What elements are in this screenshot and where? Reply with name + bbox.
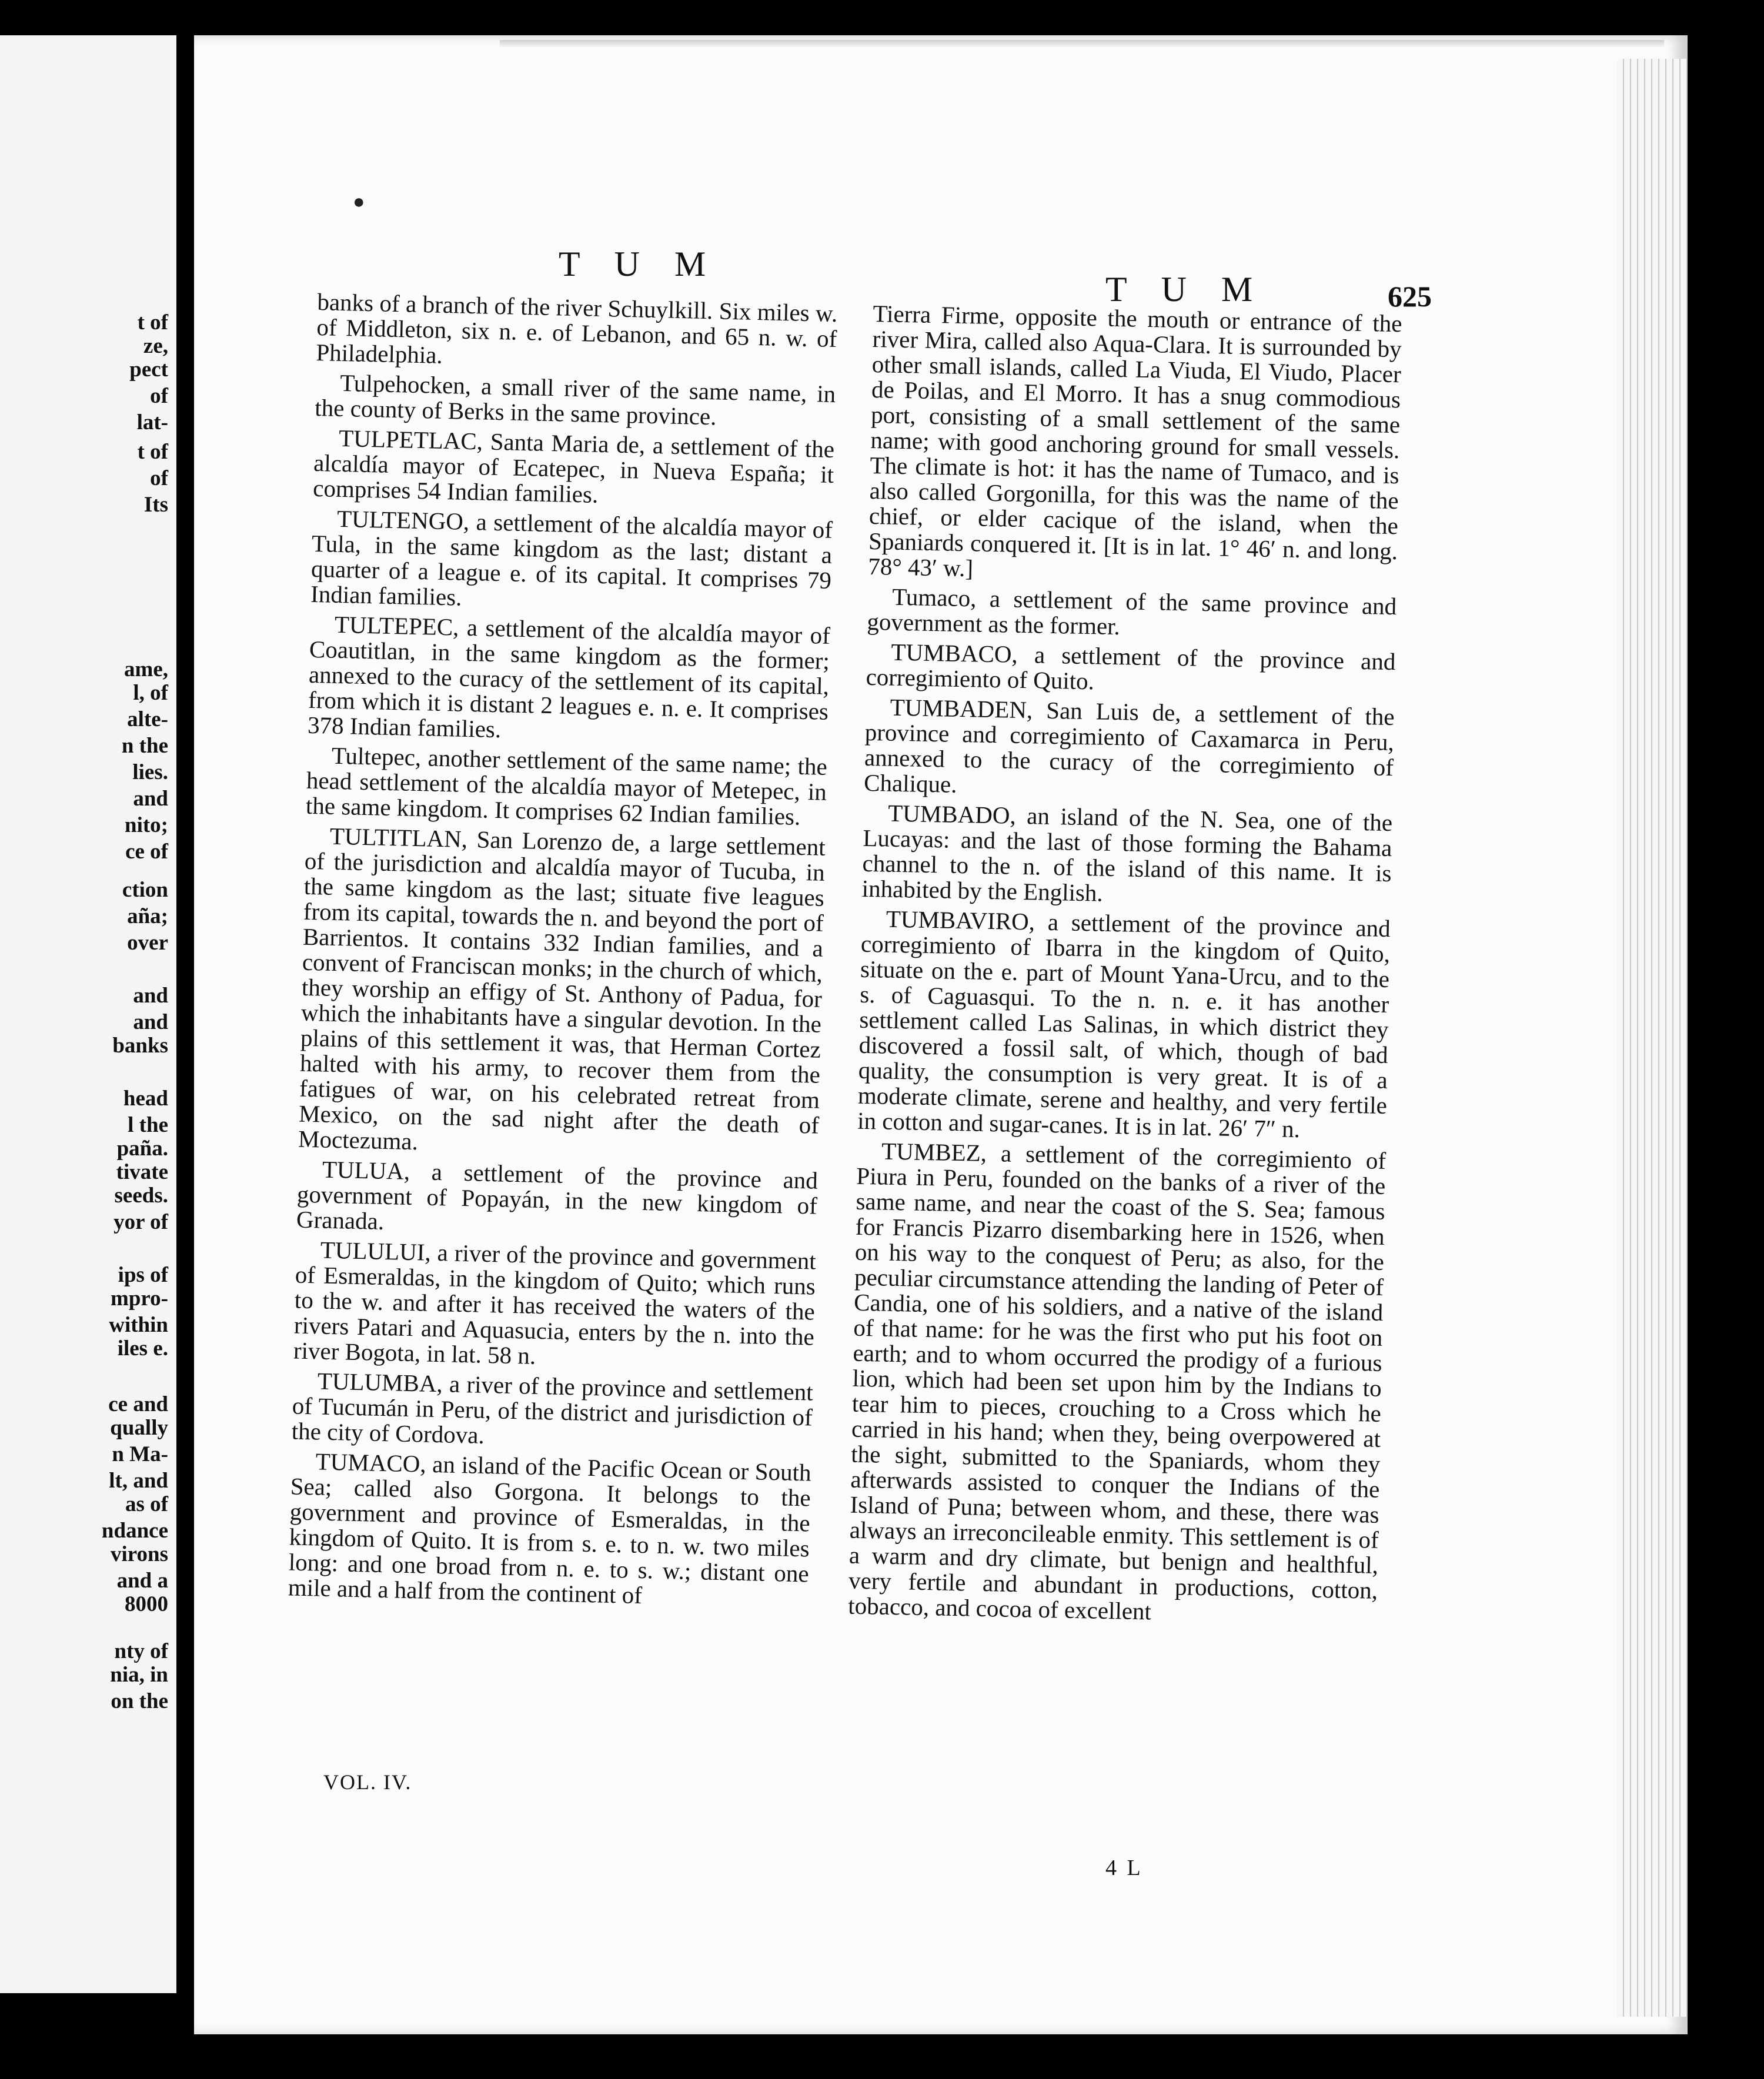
entry-paragraph: TUMBACO, a settlement of the province and corregimiento of Quito.	[866, 638, 1396, 695]
prev-page-text-fragment: head	[123, 1087, 168, 1111]
prev-page-text-fragment: ze,	[143, 334, 168, 358]
prev-page-text-fragment: yor of	[113, 1210, 168, 1234]
entry-paragraph: TULULUI, a river of the province and government of Esmeraldas, in the kingdom of Quito; which runs to the w. and after it has received the waters of the rivers Patari and Aquasucia, enters by the n. into the river Bogota, in lat. 58 n.	[293, 1236, 817, 1369]
prev-page-text-fragment: n Ma-	[112, 1442, 168, 1466]
prev-page-text-fragment: within	[109, 1313, 168, 1337]
prev-page-text-fragment: ame,	[124, 657, 168, 681]
prev-page-text-fragment: t of	[137, 440, 168, 464]
prev-page-text-fragment: qually	[110, 1416, 168, 1440]
entry-paragraph: TUMBEZ, a settlement of the corregimiento of Piura in Peru, founded on the banks of a river of the same name, and near the coast of the S. Sea; famous for Francis Pizarro disembarking here in 1526, when on his way to the conquest of Peru; as also, for the peculiar circumstance attending the landing of Peter of Candia, one of his soldiers, and a native of the island of that name: for he was the first who put his foot on earth; and to whom occurred the prodigy of a furious lion, which had been set upon him by the Indians to tear him to pieces, crouching to a Cross which he carried in his hand; when they, being overpowered at the sight, submitted to the Spaniards, whom they afterwards assisted to conquer the Indians of the Island of Puna; between whom, and these, there was always an irreconcileable enmity. This settlement is of a warm and dry climate, but benign and healthful, very fertile and abundant in productions, cotton, tobacco, and cocoa of excellent	[847, 1137, 1387, 1625]
prev-page-text-fragment: nia, in	[110, 1663, 168, 1687]
entry-paragraph: Tumaco, a settlement of the same province and government as the former.	[867, 583, 1397, 640]
entry-paragraph: TULUMBA, a river of the province and settlement of Tucumán in Peru, of the district and jurisdiction of the city of Cordova.	[291, 1367, 814, 1449]
prev-page-text-fragment: iles e.	[117, 1336, 168, 1361]
entry-paragraph: TULUA, a settlement of the province and government of Popayán, in the new kingdom of Granada.	[296, 1155, 818, 1235]
book-page	[194, 35, 1688, 2034]
prev-page-text-fragment: aña;	[127, 904, 168, 928]
previous-page-edge	[0, 35, 176, 1993]
prev-page-text-fragment: banks	[112, 1034, 168, 1058]
entry-paragraph: TULPETLAC, Santa Maria de, a settlement of the alcaldía mayor of Ecatepec, in Nueva España; it comprises 54 Indian families.	[312, 424, 835, 508]
entry-paragraph: Tultepec, another settlement of the same name; the head settlement of the alcaldía mayor of Metepec, in the same kingdom. It comprises 62 Indian families.	[305, 741, 828, 830]
volume-signature: VOL. IV.	[323, 1770, 412, 1794]
entry-paragraph: TUMBADO, an island of the N. Sea, one of the Lucayas: and the last of those forming the Bahama channel to the n. of the island of this name. It is inhabited by the English.	[861, 799, 1393, 907]
entry-paragraph: TULTENGO, a settlement of the alcaldía mayor of Tula, in the same kingdom as the last; distant a quarter of a league e. of its capital. It comprises 79 Indian families.	[310, 504, 833, 611]
prev-page-text-fragment: alte-	[127, 707, 168, 731]
prev-page-text-fragment: mpro-	[111, 1286, 168, 1311]
prev-page-text-fragment: virons	[110, 1542, 168, 1566]
prev-page-text-fragment: t of	[137, 310, 168, 335]
prev-page-text-fragment: l, of	[133, 681, 168, 705]
prev-page-text-fragment: and a	[116, 1569, 168, 1593]
right-column	[848, 301, 1402, 1633]
prev-page-text-fragment: lies.	[132, 760, 168, 784]
prev-page-text-fragment: paña.	[116, 1137, 168, 1161]
entry-paragraph: TULTITLAN, San Lorenzo de, a large settlement of the jurisdiction and alcaldía mayor of Tucuba, in the same kingdom as the last; situate five leagues from its capital, towards the n. and beyond the port of Barrientos. It contains 332 Indian families, and a convent of Franciscan monks; in the church of which, they worship an effigy of St. Anthony of Padua, for which the inhabitants have a singular devotion. In the plains of this settlement it was, that Herman Cortez halted with his army, to recover them from the fatigues of war, on his celebrated retreat from Mexico, on the sad night after the death of Moctezuma.	[298, 822, 826, 1155]
entry-paragraph: TUMBAVIRO, a settlement of the province and corregimiento of Ibarra in the kingdom of Quito, situate on the e. part of Mount Yana-Urcu, and to the s. of Caguasqui. To the n. n. e. it has another settlement called Las Salinas, in which district they discovered a fossil salt, of which, though of bad quality, the consumption is very great. It is of a moderate climate, serene and healthy, and very fertile in cotton and sugar-canes. It is in lat. 26′ 7″ n.	[857, 905, 1391, 1143]
prev-page-text-fragment: n the	[121, 734, 168, 758]
prev-page-text-fragment: l the	[128, 1113, 168, 1137]
running-head-left: T U M	[559, 245, 719, 283]
page-top-edge	[500, 40, 1664, 48]
entry-paragraph: Tierra Firme, opposite the mouth or entrance of the river Mira, called also Aqua-Clara. It is surrounded by other small islands, called La Viuda, El Viudo, Placer de Poilas, and El Morro. It has a snug commodious port, consisting of a small settlement of the same name; with good anchoring ground for small vessels. The climate is hot: it has the name of Tumaco, and is also called Gorgonilla, for this was the name of the chief, or elder cacique of the island, when the Spaniards conquered it. [It is in lat. 1° 46′ n. and long. 78° 43′ w.]	[867, 300, 1402, 582]
prev-page-text-fragment: and	[133, 1010, 168, 1034]
prev-page-text-fragment: of	[150, 466, 168, 490]
prev-page-text-fragment: tivate	[116, 1160, 168, 1184]
prev-page-text-fragment: on the	[111, 1689, 168, 1713]
prev-page-text-fragment: and	[133, 984, 168, 1008]
prev-page-text-fragment: of	[150, 384, 168, 408]
entry-paragraph: TUMACO, an island of the Pacific Ocean or South Sea; called also Gorgona. It belongs to the government and province of Esmeraldas, in the kingdom of Quito. It is from s. e. to n. w. two miles long: and one broad from n. e. to s. w.; distant one mile and a half from the continent of	[288, 1448, 812, 1609]
prev-page-text-fragment: lat-	[136, 410, 168, 434]
ink-smudge: ●	[353, 191, 365, 213]
page-number: 625	[1388, 280, 1432, 313]
prev-page-text-fragment: ce and	[108, 1392, 168, 1416]
left-column	[288, 289, 838, 1617]
gathering-signature: 4 L	[1105, 1856, 1143, 1880]
prev-page-text-fragment: lt, and	[109, 1469, 168, 1493]
prev-page-text-fragment: nty of	[114, 1639, 168, 1663]
entry-paragraph: Tulpehocken, a small river of the same name, in the county of Berks in the same province.	[314, 369, 836, 430]
prev-page-text-fragment: and	[133, 787, 168, 811]
prev-page-text-fragment: as of	[125, 1492, 168, 1516]
prev-page-text-fragment: pect	[129, 357, 168, 382]
prev-page-text-fragment: nito;	[125, 813, 168, 837]
prev-page-text-fragment: seeds.	[114, 1184, 168, 1208]
prev-page-text-fragment: ndance	[101, 1519, 168, 1543]
prev-page-text-fragment: Its	[143, 493, 168, 517]
entry-paragraph: TUMBADEN, San Luis de, a settlement of the province and corregimiento of Caxamarca in Peru, annexed to the curacy of the corregimiento of Chalique.	[863, 693, 1395, 798]
prev-page-text-fragment: ction	[122, 878, 168, 902]
prev-page-text-fragment: ips of	[118, 1263, 168, 1287]
running-head-right: T U M	[1105, 270, 1266, 309]
entry-paragraph: banks of a branch of the river Schuylkill. Six miles w. of Middleton, six n. e. of Lebanon, and 65 n. w. of Philadelphia.	[316, 288, 838, 369]
prev-page-text-fragment: 8000	[125, 1592, 168, 1616]
prev-page-text-fragment: ce of	[125, 840, 168, 864]
entry-paragraph: TULTEPEC, a settlement of the alcaldía mayor of Coautitlan, in the same kingdom as the former; annexed to the curacy of the settlement of its capital, from which it is distant 2 leagues e. n. e. It comprises 378 Indian families.	[307, 610, 831, 743]
prev-page-text-fragment: over	[127, 931, 168, 955]
page-stack-edge	[1617, 59, 1688, 2017]
